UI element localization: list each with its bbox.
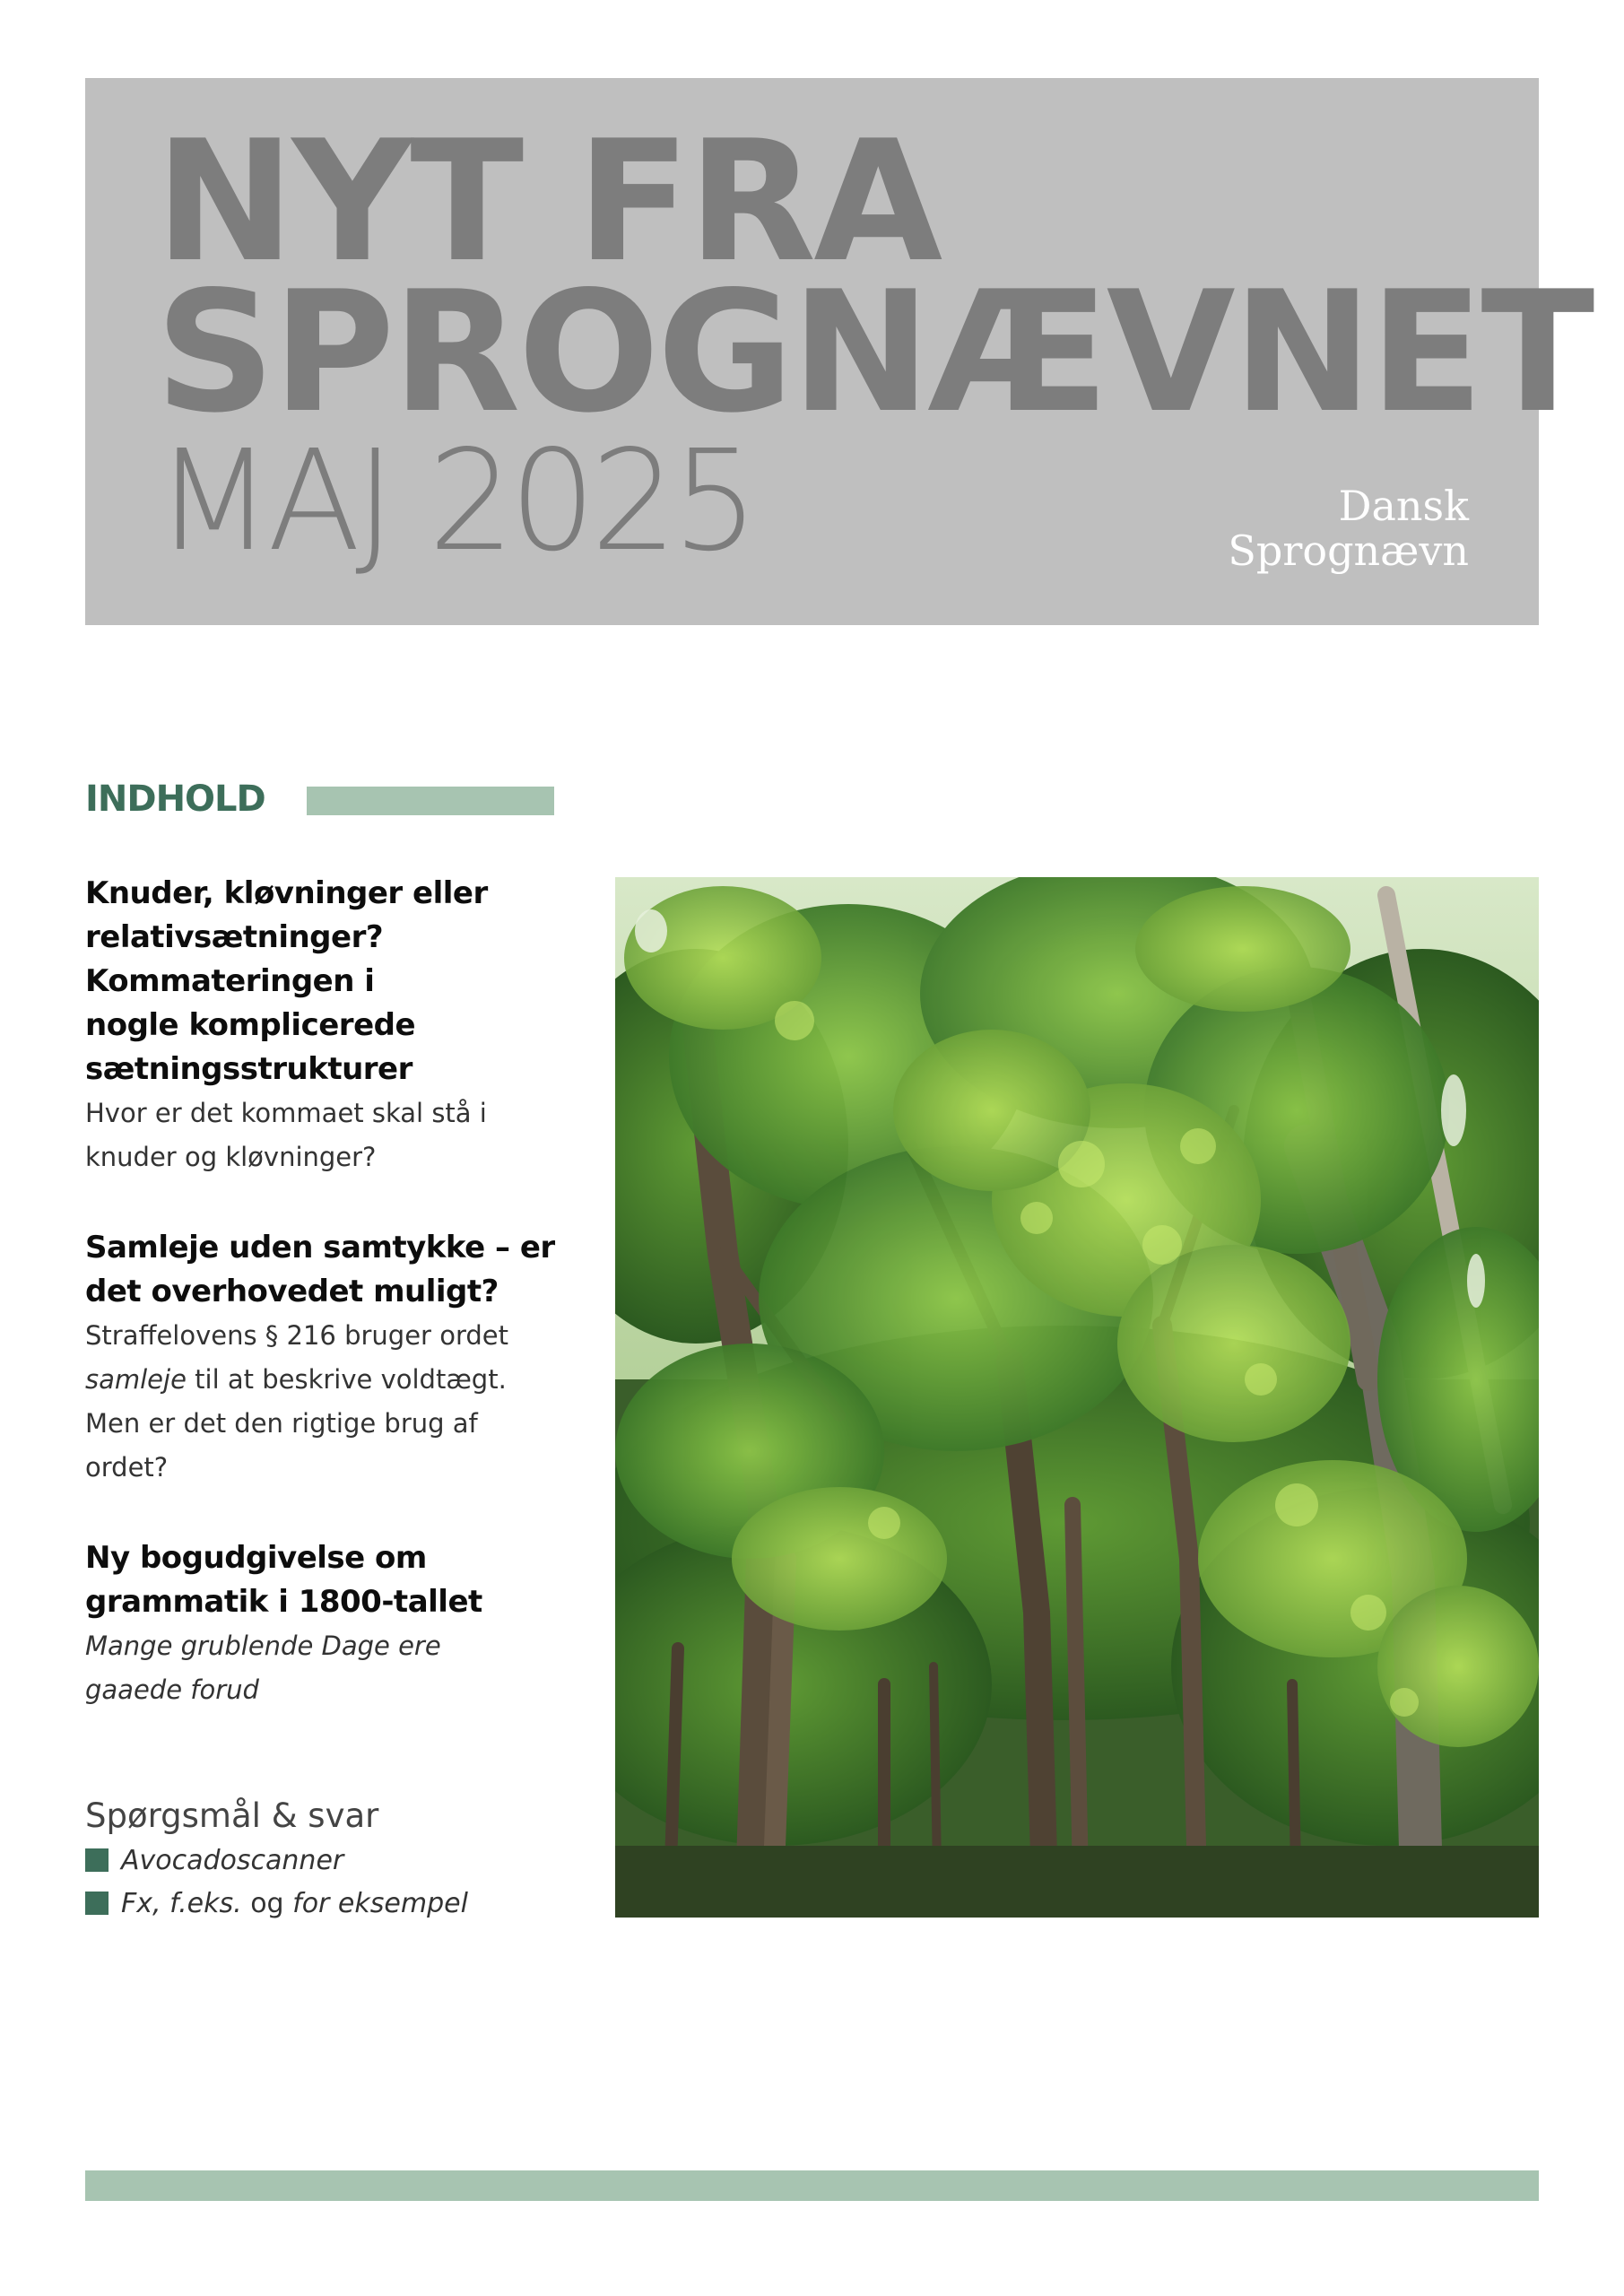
footer-accent-bar <box>85 2170 1539 2201</box>
bullet-square-icon <box>85 1848 109 1872</box>
title-line: relativsætninger? <box>85 919 384 955</box>
summary-line: knuder og kløvninger? <box>85 1142 377 1172</box>
title-line: nogle komplicerede <box>85 1007 416 1043</box>
toc-entry-title <box>85 1226 587 1314</box>
toc-entry-knuder[interactable] <box>85 872 587 1179</box>
toc-entry-title <box>85 872 587 1091</box>
qa-heading: Spørgsmål & svar <box>85 1796 379 1835</box>
summary-line: Men er det den rigtige brug af <box>85 1408 478 1439</box>
title-line: Knuder, kløvninger eller <box>85 875 488 911</box>
toc-entry-bogudgivelse[interactable] <box>85 1536 587 1712</box>
forest-photo <box>615 877 1539 1918</box>
summary-line: Hvor er det kommaet skal stå i <box>85 1098 487 1128</box>
title-line: det overhovedet muligt? <box>85 1274 499 1309</box>
summary-line: ordet? <box>85 1452 169 1483</box>
header-band <box>85 78 1593 625</box>
title-line: Ny bogudgivelse om <box>85 1540 427 1576</box>
dansk-sprognaevn-logo <box>1228 483 1469 573</box>
toc-entry-summary <box>85 1091 587 1179</box>
qa-section <box>85 1794 468 1925</box>
toc-entry-summary <box>85 1314 587 1490</box>
qa-item-label-part: Fx, f.eks. <box>121 1887 242 1919</box>
logo-line-1: Dansk <box>1338 482 1469 530</box>
summary-line: til at beskrive voldtægt. <box>186 1364 507 1395</box>
qa-item-avocadoscanner[interactable] <box>85 1839 468 1882</box>
contents-accent-bar <box>307 787 554 815</box>
title-line: grammatik i 1800-tallet <box>85 1584 482 1620</box>
contents-heading: INDHOLD <box>85 778 265 820</box>
title-line: sætningsstrukturer <box>85 1051 413 1087</box>
newsletter-title <box>155 104 1593 449</box>
title-line: Samleje uden samtykke – er <box>85 1230 555 1265</box>
summary-line: Mange grublende Dage ere <box>85 1631 441 1661</box>
qa-item-fx[interactable] <box>85 1882 468 1925</box>
summary-line: gaaede forud <box>85 1674 259 1705</box>
title-line-1: NYT FRA <box>155 104 941 299</box>
summary-line: Straffelovens § 216 bruger ordet <box>85 1320 508 1351</box>
title-line-2: SPROGNÆVNET <box>155 255 1593 449</box>
qa-item-label-part: for eksempel <box>292 1887 468 1919</box>
issue-date: MAJ 2025 <box>155 420 754 582</box>
toc-entry-samleje[interactable] <box>85 1226 587 1490</box>
qa-item-label-part: og <box>241 1887 293 1919</box>
bullet-square-icon <box>85 1892 109 1915</box>
summary-italic-term: samleje <box>85 1364 187 1395</box>
table-of-contents <box>85 872 587 1759</box>
logo-line-2: Sprognævn <box>1228 526 1469 575</box>
qa-item-label: Avocadoscanner <box>121 1844 344 1876</box>
title-line: Kommateringen i <box>85 963 375 999</box>
toc-entry-title <box>85 1536 587 1624</box>
toc-entry-summary <box>85 1624 587 1712</box>
